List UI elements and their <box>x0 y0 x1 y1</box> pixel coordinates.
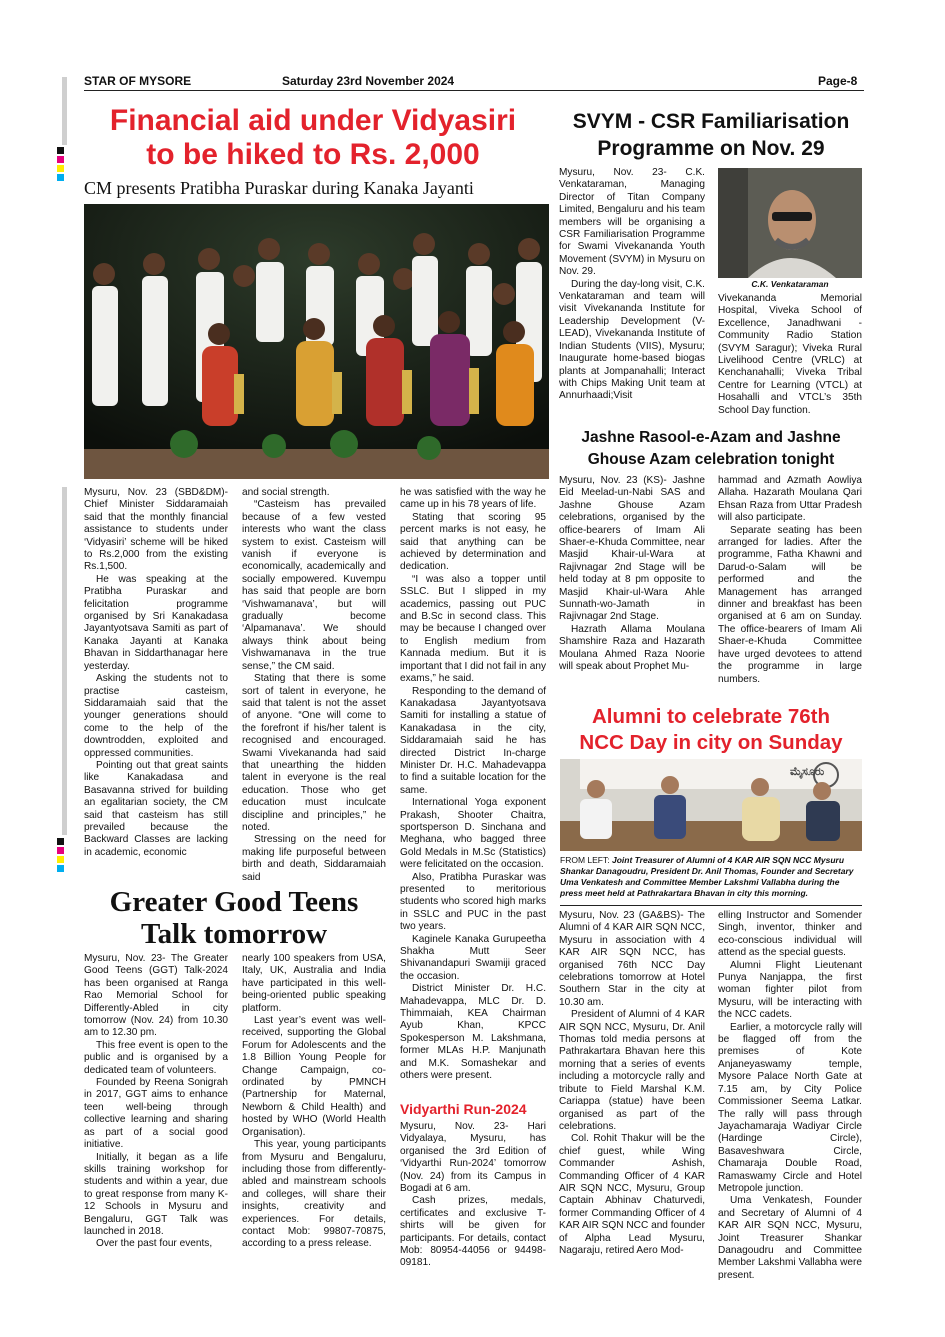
lead-headline-line1: Financial aid under Vidyasiri <box>109 104 517 137</box>
ncc-col1-para: Col. Rohit Thakur will be the chief guest, while Wing Commander Ashish, Commanding Officer of 4 KAR AIR SQN NCC, Mysuru, Group Captain Abhinav Chaturvedi, former Commanding Officer of 4 KAR AIR SQN NCC and founder of Alpha Lead Mysuru, Nagaraju, retired Aero Mod- <box>559 1133 705 1256</box>
jashne-headline-line1: Jashne Rasool-e-Azam and Jashne <box>581 429 841 446</box>
ggt-col2-para: Last year’s event was well-received, supporting the Global Forum for Adolescents and the 1.8 Billion Young People for Change Campaign, co-ordinated by PMNCH (Partnership for Maternal, Newborn & Child Health) and hosted by WHO (World Health Organisation). <box>242 1015 386 1138</box>
svym-headline-line2: Programme on Nov. 29 <box>597 137 825 160</box>
swatch-magenta <box>57 847 64 854</box>
ncc-caption-lead: FROM LEFT: <box>560 855 610 865</box>
vidyarthi-headline: Vidyarthi Run-2024 <box>400 1101 527 1117</box>
lead-column-1 <box>84 487 228 882</box>
svym-photo-caption: C.K. Venkataraman <box>751 279 829 289</box>
ggt-headline-line1: Greater Good Teens <box>109 886 359 918</box>
ncc-photo <box>560 759 862 851</box>
ncc-col2-para: Alumni Flight Lieutenant Punya Nanjappa, the first woman fighter pilot from Mysuru, will be interacting with the NCC cadets. <box>718 959 862 1021</box>
lead-headline-line2: to be hiked to Rs. 2,000 <box>146 138 480 171</box>
margin-bar-mid <box>62 487 67 835</box>
svym-column-2 <box>718 293 862 419</box>
ncc-photo-caption <box>560 855 862 899</box>
ggt-column-2 <box>242 953 386 1265</box>
ncc-col2-para: elling Instructor and Somender Singh, inventor, thinker and eco-conscious individual will attend as the special guests. <box>718 910 862 959</box>
svym-col2-para: Vivekananda Memorial Hospital, Viveka School of Excellence, Janadhwani - Community Radio Station (SVYM Saragur); Viveka Rural Livelihood Centre (VRLC) at Kenchanahalli; Viveka Tribal Centre for Learning (VTCL) at Hosahalli and VTCL’s 35th School Day function. <box>718 293 862 416</box>
svym-para: During the day-long visit, C.K. Venkataraman and team will visit Vivekananda Institute for Leadership Development (V-LEAD), Vivekananda Institute of Indian Students (VIIS), Mysuru; Inaugurate home-based biogas plants at Jompanahalli; Interact with Chips Making Unit team at Annurhaadi;Visit <box>559 278 705 402</box>
ggt-col1-para: This free event is open to the public and is organised by a dedicated team of volunteers. <box>84 1039 228 1076</box>
svym-photo <box>718 168 862 278</box>
ncc-headline <box>558 704 864 756</box>
lead-col3-para: Kaginele Kanaka Gurupeetha Shakha Mutt Seer Shivanandapuri Swamiji graced the occasion. <box>400 933 546 982</box>
ncc-col2-para: Uma Venkatesh, Founder and Secretary of Alumni of 4 KAR AIR SQN NCC, Mysuru, Joint Treasurer Shankar Danagoudru and Committee Member Lakshmi Vallabha were present. <box>718 1195 862 1281</box>
jashne-col1-para: Hazrath Allama Moulana Shamshire Raza and Hazarath Moulana Ahmed Raza Noorie will speak about Prophet Mu- <box>559 623 705 673</box>
lead-col1-para: Mysuru, Nov. 23 (SBD&DM)- Chief Minister Siddaramaiah said that the monthly financial assistance to students under ‘Vidyasiri’ scheme will be hiked to Rs.2,000 from the existing Rs.1,500. <box>84 487 228 573</box>
lead-col2-para: and social strength. <box>242 487 330 498</box>
vidyarthi-para: Cash prizes, medals, certificates and exclusive T-shirts will be given for participants. For details, contact Mob: 80954-44056 or 94498-09181. <box>400 1195 546 1269</box>
jashne-column-1 <box>559 475 705 700</box>
ggt-col1-para: Founded by Reena Sonigrah in 2017, GGT aims to enhance teen well-being through collective learning and sharing as part of a social good initiative. <box>84 1077 228 1151</box>
lead-col1-para: Asking the students not to practise casteism, Siddaramaiah said that the younger generations should come to the help of the downtrodden, exploited and oppressed communities. <box>84 673 228 759</box>
header-rule <box>84 90 864 91</box>
vidyarthi-body <box>400 1121 546 1269</box>
lead-col3-para: International Yoga exponent Prakash, Shooter Chaitra, sportsperson D. Sinchana and Meghana, who bagged three Gold Medals in M.Sc (Statistics) were felicitated on the occasion. <box>400 797 546 871</box>
jashne-headline <box>558 427 864 471</box>
lead-col3-para: he was satisfied with the way he came up in his 78 years of life. <box>400 487 546 511</box>
lead-col2-para: Stressing on the need for making life purposeful between birth and death, Siddaramaiah said <box>242 834 386 883</box>
ceremony-photo-illustration <box>84 204 549 479</box>
ncc-col2-para: Earlier, a motorcycle rally will be flagged off from the premises of Kote Anjaneyaswamy temple, Mysore Palace North Gate at 7.15 am, by City Police Commissioner Seema Latkar. The rally will pass through Jayachamaraja Wadiyar Circle (Hardinge Circle), Basaveshwara Circle, Chamaraja Double Road, Ramaswamy Circle and Hotel Metropole junction. <box>718 1021 862 1194</box>
lead-photo <box>84 204 549 479</box>
lead-column-2 <box>242 487 386 882</box>
lead-headline <box>80 104 546 172</box>
swatch-yellow <box>57 856 64 863</box>
lead-col3-para: “I was also a topper until SSLC. But I slipped in my academics, passing out PUC and B.Sc in second class. This may be because I changed over to English medium from Kannada medium. But it is important that I did not fail in any exams,” he said. <box>400 573 546 685</box>
ggt-col1-para: Over the past four events, <box>96 1238 213 1250</box>
jashne-col2-para: Separate seating has been arranged for ladies. After the programme, Fatha Khawni and Darud-o-Salam will be performed and the Management has arranged dinner and breakfast has been organised at 6 am on Sunday. The office-bearers of Imam Ali Shaer-e-Khuda Committee have urged devotees to attend the programme in large numbers. <box>718 524 862 685</box>
lead-col2-para: “Casteism has prevailed because of a few vested interests who want the class system to exist. Casteism will vanish if everyone is economically, academically and socially empowered. Kuvempu has said that people are born ‘Vishwamanava’, but will gradually become ‘Alpamanava’. We should always think about being Vishwamanava in the true sense,” the CM said. <box>242 499 386 672</box>
ncc-banner-text: ಮೈಸೂರು <box>790 766 825 778</box>
lead-subhead: CM presents Pratibha Puraskar during Kanaka Jayanti <box>84 178 474 198</box>
ncc-headline-line2: NCC Day in city on Sunday <box>579 731 843 754</box>
jashne-column-2 <box>718 475 862 700</box>
ggt-headline <box>84 886 384 950</box>
paper-name: STAR OF MYSORE <box>84 74 192 88</box>
jashne-headline-line2: Ghouse Azam celebration tonight <box>587 451 835 468</box>
ggt-col1-para: Initially, it began as a life skills training workshop for students and within a year, due to great response from many K-12 Schools in Mysuru and Bengaluru, GGT Talk was launched in 2018. <box>84 1151 228 1237</box>
ncc-caption-text: Joint Treasurer of Alumni of 4 KAR AIR SQN NCC Mysuru Shankar Danagoudru, President Dr. Anil Thomas, Founder and Secretary Uma Venkatesh and Committee Member Lakshmi Vallabha during the press meet held at Pathrakartara Bhavan in city this morning. <box>560 855 854 898</box>
jashne-col2-para: hammad and Azmath Aowliya Allaha. Hazarath Moulana Qari Ehsan Raza from Uttar Pradesh will also participate. <box>718 475 862 524</box>
ggt-col2-para: nearly 100 speakers from USA, Italy, UK, Australia and India have participated in this well-being-oriented public speaking platform. <box>242 953 386 1014</box>
lead-col3-para: Stating that scoring 95 percent marks is not easy, he said that anything can be achieved by determination and dedication. <box>400 511 546 573</box>
ncc-col1-para: Mysuru, Nov. 23 (GA&BS)- The Alumni of 4 KAR AIR SQN NCC, Mysuru in association with 4 KAR AIR SQN NCC, has organised 76th NCC Day celebrations tomorrow at Hotel Southern Star in the city at 10.30 am. <box>559 910 705 1008</box>
ncc-column-2 <box>718 910 862 1281</box>
lead-col1-para: Pointing out that great saints like Kanakadasa and Basavanna strived for building an egalitarian society, the CM said that casteism has still prevailed because the Backward Classes are lacking in academic, economic <box>84 759 228 858</box>
ncc-headline-line1: Alumni to celebrate 76th <box>591 705 831 728</box>
lead-col3-para: Responding to the demand of Kanakadasa Jayantyotsava Samiti for installing a statue of Kanakadasa in the city, Siddaramaiah said he has directed District In-charge Minister Dr. H.C. Mahadevappa to find a suitable location for the same. <box>400 685 546 796</box>
vidyarthi-para: Mysuru, Nov. 23- Hari Vidyalaya, Mysuru, has organised the 3rd Edition of ‘Vidyarthi Run-2024’ tomorrow (Nov. 24) from its Campus in Bogadi at 6 am. <box>400 1121 546 1195</box>
page-number: Page-8 <box>818 74 858 88</box>
ggt-column-1 <box>84 953 228 1265</box>
ggt-col2-para: This year, young participants from Mysuru and Bengaluru, including those from differently-abled and mainstream schools and colleges, will share their insights, creativity and experiences. For details, contact Mob: 99807-70875, according to a press release. <box>242 1139 386 1250</box>
swatch-cyan <box>57 174 64 181</box>
lead-col2-para: Stating that there is some sort of talent in everyone, he said that talent is not the asset of anyone. “One will come to the forefront if his/her talent is recognised and encouraged. Swami Vivekananda had said that unearthing the hidden talent in everyone is the real education. Those who get education must inculcate discipline and principles,” he noted. <box>242 673 386 833</box>
ncc-column-1 <box>559 910 705 1265</box>
ncc-caption-rule <box>560 905 862 906</box>
lead-col3-para: District Minister Dr. H.C. Mahadevappa, MLC Dr. D. Thimmaiah, KEA Chairman Ayub Khan, KPCC Spokesperson M. Lakshmana, former MLAs H.P. Manjunath and M.K. Somashekar and others were present. <box>400 983 546 1082</box>
ggt-col1-para: Mysuru, Nov. 23- The Greater Good Teens (GGT) Talk-2024 has been organised at Ranga Rao Memorial School for Differently-Abled in city tomorrow (Nov. 24) from 10.30 am to 12.30 pm. <box>84 953 228 1039</box>
margin-bar-top <box>62 77 67 145</box>
portrait-illustration <box>718 168 862 278</box>
swatch-yellow <box>57 165 64 172</box>
swatch-black <box>57 147 64 154</box>
jashne-col1-para: Mysuru, Nov. 23 (KS)- Jashne Eid Meelad-un-Nabi SAS and Jashne Ghouse Azam celebrations, organised by the office-bearers of Imam Ali Shaer-e-Khuda Committee, near Masjid Khair-ul-Wara at Rajivnagar 2nd Stage will be held today at 8 pm opposite to Masjid Khair-ul-Wara Ahle Sunnath-wo-Jamath in Rajivnagar 2nd Stage. <box>559 475 705 623</box>
svym-headline-line1: SVYM - CSR Familiarisation <box>572 110 850 133</box>
swatch-black <box>57 838 64 845</box>
svym-column-1 <box>559 167 705 419</box>
ncc-col1-para: President of Alumni of 4 KAR AIR SQN NCC, Mysuru, Dr. Anil Thomas told media persons at Pathrakartara Bhavan here this morning that a series of events including a motorcycle rally and tribute to Field Marshal K.M. Cariappa (statue) have been organised as part of the celebrations. <box>559 1009 705 1132</box>
issue-date: Saturday 23rd November 2024 <box>282 74 455 88</box>
svym-headline <box>558 108 864 162</box>
swatch-magenta <box>57 156 64 163</box>
swatch-cyan <box>57 865 64 872</box>
svym-para: Mysuru, Nov. 23- C.K. Venkataraman, Managing Director of Titan Company Limited, Bengaluru and his team members will be organising a CSR Familiarisation Programme for Swami Vivekananda Youth Movement (SVYM) in Mysuru on Nov. 29. <box>559 167 705 278</box>
ggt-headline-line2: Talk tomorrow <box>140 918 328 950</box>
lead-col3-para: Also, Pratibha Puraskar was presented to meritorious students who scored high marks in SSLC and PUC in the past two years. <box>400 871 546 933</box>
lead-col1-para: He was speaking at the Pratibha Puraskar and felicitation programme organised by Sri Kanakadasa Jayantyotsava Samiti as part of Kanaka Jayanti at Kanaka Bhavan in Siddarthanagar here yesterday. <box>84 573 228 672</box>
lead-column-3 <box>400 487 546 1099</box>
